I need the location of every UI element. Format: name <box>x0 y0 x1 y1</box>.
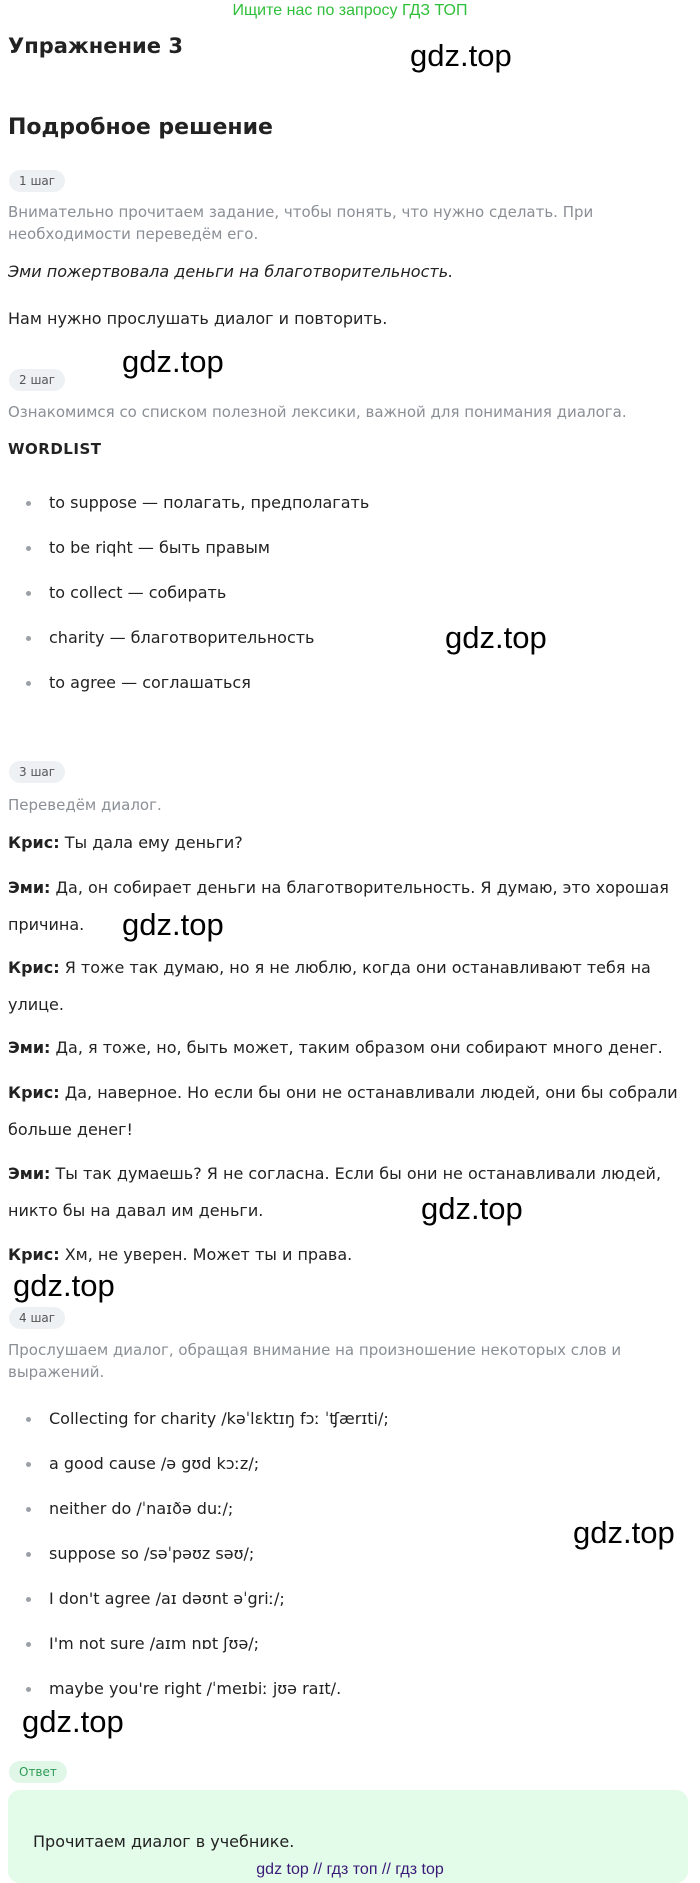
bullet-icon <box>26 546 31 551</box>
bullet-icon <box>26 1417 31 1422</box>
dialog-line: Эми: Да, он собирает деньги на благотворительность. Я думаю, это хорошая причина. <box>8 878 669 934</box>
bullet-icon <box>26 1507 31 1512</box>
watermark: gdz.top <box>22 1704 124 1739</box>
wordlist-title: WORDLIST <box>8 440 102 458</box>
dialog-line: Эми: Да, я тоже, но, быть может, таким образом они собирают много денег. <box>8 1038 663 1057</box>
bullet-icon <box>26 591 31 596</box>
dialog-line: Крис: Ты дала ему деньги? <box>8 833 243 852</box>
bullet-icon <box>26 681 31 686</box>
watermark: gdz.top <box>13 1268 115 1303</box>
bullet-icon <box>26 1462 31 1467</box>
step1-task: Эми пожертвовала деньги на благотворительность. <box>8 262 454 281</box>
bullet-icon <box>26 636 31 641</box>
solution-heading: Подробное решение <box>8 115 273 140</box>
bullet-icon <box>26 501 31 506</box>
watermark: gdz.top <box>573 1515 675 1550</box>
step1-note: Внимательно прочитаем задание, чтобы понять, что нужно сделать. При необходимости переведём его. <box>8 203 594 243</box>
answer-text: Прочитаем диалог в учебнике. <box>33 1832 295 1851</box>
dialog-line: Крис: Да, наверное. Но если бы они не останавливали людей, они бы собрали больше денег! <box>8 1083 678 1139</box>
step4-note: Прослушаем диалог, обращая внимание на произношение некоторых слов и выражений. <box>8 1341 622 1381</box>
step-badge-4: 4 шаг <box>9 1307 65 1329</box>
step-badge-2: 2 шаг <box>9 369 65 391</box>
bullet-icon <box>26 1687 31 1692</box>
dialog-line: Эми: Ты так думаешь? Я не согласна. Если бы они не останавливали людей, никто бы на давал им деньги. <box>8 1164 662 1220</box>
watermark: gdz.top <box>122 907 224 942</box>
page-title: Упражнение 3 <box>8 34 183 58</box>
step-badge-1: 1 шаг <box>9 170 65 192</box>
watermark: gdz.top <box>421 1191 523 1226</box>
dialog-line: Крис: Я тоже так думаю, но я не люблю, когда они останавливают тебя на улице. <box>8 958 651 1014</box>
dialog-line: Крис: Хм, не уверен. Может ты и права. <box>8 1245 353 1264</box>
step2-note: Ознакомимся со списком полезной лексики, важной для понимания диалога. <box>8 403 627 421</box>
promo-banner[interactable]: Ищите нас по запросу ГДЗ ТОП <box>232 2 468 19</box>
footer-links[interactable]: gdz top // гдз топ // гдз top <box>256 1861 444 1878</box>
bullet-icon <box>26 1642 31 1647</box>
watermark: gdz.top <box>410 38 512 73</box>
watermark: gdz.top <box>445 620 547 655</box>
step3-note: Переведём диалог. <box>8 796 162 814</box>
bullet-icon <box>26 1552 31 1557</box>
step-badge-3: 3 шаг <box>9 761 65 783</box>
bullet-icon <box>26 1597 31 1602</box>
watermark: gdz.top <box>122 344 224 379</box>
step1-text: Нам нужно прослушать диалог и повторить. <box>8 309 388 328</box>
answer-badge: Ответ <box>9 1761 67 1783</box>
